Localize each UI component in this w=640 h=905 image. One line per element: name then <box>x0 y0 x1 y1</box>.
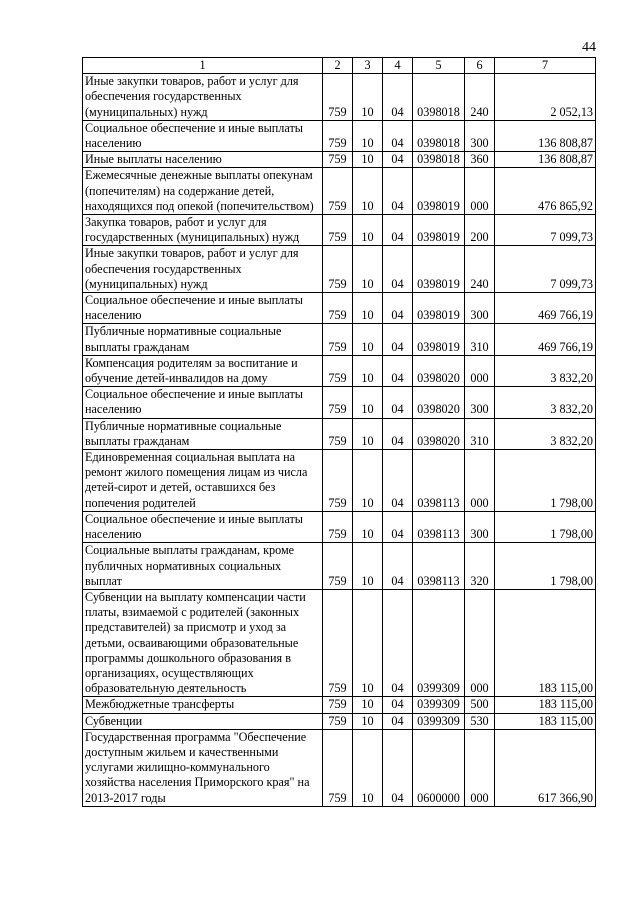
row-name-cell: Социальное обеспечение и иные выплаты населению <box>83 293 323 324</box>
amount-cell: 617 366,90 <box>495 729 596 806</box>
column-header: 2 <box>323 58 353 74</box>
row-name-cell: Публичные нормативные социальные выплаты гражданам <box>83 418 323 449</box>
expense-type-cell: 000 <box>465 168 495 215</box>
admin-code-cell: 759 <box>323 450 353 512</box>
row-name-cell: Социальные выплаты гражданам, кроме публичных нормативных социальных выплат <box>83 543 323 590</box>
row-name-cell: Единовременная социальная выплата на ремонт жилого помещения лицам из числа детей-сирот и детей, оставшихся без попечения родителей <box>83 450 323 512</box>
target-article-cell: 0398020 <box>413 355 465 386</box>
subsection-code-cell: 04 <box>383 729 413 806</box>
table-row <box>83 74 596 121</box>
target-article-cell: 0398019 <box>413 246 465 293</box>
table-row <box>83 418 596 449</box>
subsection-code-cell: 04 <box>383 74 413 121</box>
subsection-code-cell: 04 <box>383 418 413 449</box>
amount-cell: 1 798,00 <box>495 450 596 512</box>
section-code-cell: 10 <box>353 729 383 806</box>
section-code-cell: 10 <box>353 168 383 215</box>
amount-cell: 136 808,87 <box>495 152 596 168</box>
section-code-cell: 10 <box>353 543 383 590</box>
target-article-cell: 0399309 <box>413 713 465 729</box>
amount-cell: 3 832,20 <box>495 387 596 418</box>
admin-code-cell: 759 <box>323 418 353 449</box>
admin-code-cell: 759 <box>323 152 353 168</box>
budget-table <box>82 57 596 807</box>
admin-code-cell: 759 <box>323 293 353 324</box>
table-row <box>83 713 596 729</box>
admin-code-cell: 759 <box>323 589 353 696</box>
subsection-code-cell: 04 <box>383 387 413 418</box>
admin-code-cell: 759 <box>323 215 353 246</box>
amount-cell: 183 115,00 <box>495 697 596 713</box>
subsection-code-cell: 04 <box>383 589 413 696</box>
row-name-cell: Субвенции на выплату компенсации части платы, взимаемой с родителей (законных представителей) за присмотр и уход за детьми, осваивающими образовательные программы дошкольного образования в организациях, осуществляющих образовательную деятельность <box>83 589 323 696</box>
section-code-cell: 10 <box>353 511 383 542</box>
subsection-code-cell: 04 <box>383 543 413 590</box>
target-article-cell: 0398019 <box>413 215 465 246</box>
admin-code-cell: 759 <box>323 74 353 121</box>
row-name-cell: Компенсация родителям за воспитание и обучение детей-инвалидов на дому <box>83 355 323 386</box>
target-article-cell: 0398018 <box>413 74 465 121</box>
table-row <box>83 511 596 542</box>
table-row <box>83 355 596 386</box>
expense-type-cell: 000 <box>465 589 495 696</box>
row-name-cell: Межбюджетные трансферты <box>83 697 323 713</box>
row-name-cell: Социальное обеспечение и иные выплаты населению <box>83 120 323 151</box>
admin-code-cell: 759 <box>323 355 353 386</box>
page-number: 44 <box>582 40 596 55</box>
section-code-cell: 10 <box>353 589 383 696</box>
target-article-cell: 0398018 <box>413 152 465 168</box>
section-code-cell: 10 <box>353 120 383 151</box>
column-header: 6 <box>465 58 495 74</box>
admin-code-cell: 759 <box>323 120 353 151</box>
table-row <box>83 450 596 512</box>
expense-type-cell: 240 <box>465 246 495 293</box>
table-row <box>83 293 596 324</box>
subsection-code-cell: 04 <box>383 168 413 215</box>
section-code-cell: 10 <box>353 387 383 418</box>
amount-cell: 7 099,73 <box>495 246 596 293</box>
table-row <box>83 168 596 215</box>
amount-cell: 183 115,00 <box>495 713 596 729</box>
expense-type-cell: 500 <box>465 697 495 713</box>
section-code-cell: 10 <box>353 450 383 512</box>
target-article-cell: 0399309 <box>413 589 465 696</box>
target-article-cell: 0399309 <box>413 697 465 713</box>
section-code-cell: 10 <box>353 697 383 713</box>
section-code-cell: 10 <box>353 74 383 121</box>
row-name-cell: Государственная программа "Обеспечение доступным жильем и качественными услугами жилищно-коммунального хозяйства населения Приморского края" на 2013-2017 годы <box>83 729 323 806</box>
section-code-cell: 10 <box>353 246 383 293</box>
row-name-cell: Закупка товаров, работ и услуг для государственных (муниципальных) нужд <box>83 215 323 246</box>
admin-code-cell: 759 <box>323 324 353 355</box>
row-name-cell: Ежемесячные денежные выплаты опекунам (попечителям) на содержание детей, находящихся под опекой (попечительством) <box>83 168 323 215</box>
target-article-cell: 0398020 <box>413 418 465 449</box>
section-code-cell: 10 <box>353 152 383 168</box>
amount-cell: 469 766,19 <box>495 324 596 355</box>
column-header: 7 <box>495 58 596 74</box>
expense-type-cell: 300 <box>465 387 495 418</box>
subsection-code-cell: 04 <box>383 697 413 713</box>
section-code-cell: 10 <box>353 324 383 355</box>
admin-code-cell: 759 <box>323 387 353 418</box>
amount-cell: 7 099,73 <box>495 215 596 246</box>
expense-type-cell: 310 <box>465 418 495 449</box>
target-article-cell: 0398019 <box>413 293 465 324</box>
expense-type-cell: 530 <box>465 713 495 729</box>
subsection-code-cell: 04 <box>383 324 413 355</box>
row-name-cell: Иные закупки товаров, работ и услуг для обеспечения государственных (муниципальных) нужд <box>83 246 323 293</box>
target-article-cell: 0398018 <box>413 120 465 151</box>
section-code-cell: 10 <box>353 355 383 386</box>
expense-type-cell: 320 <box>465 543 495 590</box>
amount-cell: 183 115,00 <box>495 589 596 696</box>
subsection-code-cell: 04 <box>383 120 413 151</box>
row-name-cell: Субвенции <box>83 713 323 729</box>
expense-type-cell: 000 <box>465 450 495 512</box>
subsection-code-cell: 04 <box>383 713 413 729</box>
admin-code-cell: 759 <box>323 246 353 293</box>
section-code-cell: 10 <box>353 293 383 324</box>
table-row <box>83 387 596 418</box>
table-row <box>83 152 596 168</box>
section-code-cell: 10 <box>353 418 383 449</box>
expense-type-cell: 240 <box>465 74 495 121</box>
expense-type-cell: 300 <box>465 120 495 151</box>
column-header: 5 <box>413 58 465 74</box>
target-article-cell: 0398113 <box>413 543 465 590</box>
amount-cell: 1 798,00 <box>495 543 596 590</box>
row-name-cell: Иные выплаты населению <box>83 152 323 168</box>
amount-cell: 3 832,20 <box>495 355 596 386</box>
admin-code-cell: 759 <box>323 168 353 215</box>
subsection-code-cell: 04 <box>383 355 413 386</box>
expense-type-cell: 310 <box>465 324 495 355</box>
section-code-cell: 10 <box>353 713 383 729</box>
target-article-cell: 0398020 <box>413 387 465 418</box>
column-header: 1 <box>83 58 323 74</box>
subsection-code-cell: 04 <box>383 450 413 512</box>
expense-type-cell: 000 <box>465 729 495 806</box>
column-header: 4 <box>383 58 413 74</box>
table-row <box>83 697 596 713</box>
admin-code-cell: 759 <box>323 511 353 542</box>
amount-cell: 476 865,92 <box>495 168 596 215</box>
subsection-code-cell: 04 <box>383 246 413 293</box>
amount-cell: 136 808,87 <box>495 120 596 151</box>
amount-cell: 1 798,00 <box>495 511 596 542</box>
amount-cell: 469 766,19 <box>495 293 596 324</box>
row-name-cell: Социальное обеспечение и иные выплаты населению <box>83 511 323 542</box>
expense-type-cell: 000 <box>465 355 495 386</box>
target-article-cell: 0600000 <box>413 729 465 806</box>
table-row <box>83 324 596 355</box>
expense-type-cell: 360 <box>465 152 495 168</box>
target-article-cell: 0398019 <box>413 168 465 215</box>
expense-type-cell: 300 <box>465 511 495 542</box>
target-article-cell: 0398113 <box>413 511 465 542</box>
subsection-code-cell: 04 <box>383 293 413 324</box>
table-row <box>83 729 596 806</box>
section-code-cell: 10 <box>353 215 383 246</box>
admin-code-cell: 759 <box>323 729 353 806</box>
row-name-cell: Иные закупки товаров, работ и услуг для обеспечения государственных (муниципальных) нужд <box>83 74 323 121</box>
row-name-cell: Социальное обеспечение и иные выплаты населению <box>83 387 323 418</box>
target-article-cell: 0398019 <box>413 324 465 355</box>
table-row <box>83 246 596 293</box>
subsection-code-cell: 04 <box>383 511 413 542</box>
amount-cell: 2 052,13 <box>495 74 596 121</box>
expense-type-cell: 300 <box>465 293 495 324</box>
expense-type-cell: 200 <box>465 215 495 246</box>
amount-cell: 3 832,20 <box>495 418 596 449</box>
subsection-code-cell: 04 <box>383 215 413 246</box>
target-article-cell: 0398113 <box>413 450 465 512</box>
admin-code-cell: 759 <box>323 543 353 590</box>
table-row <box>83 543 596 590</box>
table-row <box>83 120 596 151</box>
row-name-cell: Публичные нормативные социальные выплаты гражданам <box>83 324 323 355</box>
table-header-row <box>83 58 596 74</box>
admin-code-cell: 759 <box>323 713 353 729</box>
column-header: 3 <box>353 58 383 74</box>
subsection-code-cell: 04 <box>383 152 413 168</box>
admin-code-cell: 759 <box>323 697 353 713</box>
table-row <box>83 215 596 246</box>
table-row <box>83 589 596 696</box>
